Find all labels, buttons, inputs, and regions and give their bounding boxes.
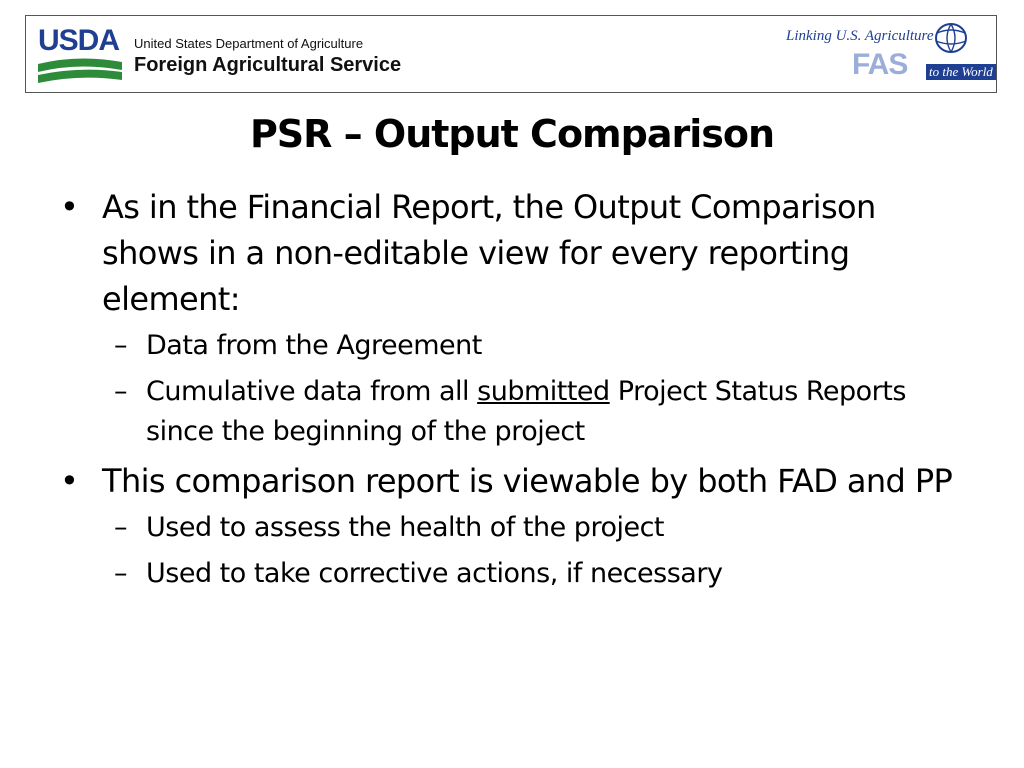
dash-icon: – [114,512,127,543]
bullet-item [60,184,960,322]
globe-icon [931,21,971,55]
bullet-icon: • [60,188,79,226]
usda-logo [38,26,122,84]
usda-swoosh-icon [38,56,122,84]
sub-bullet-text: Used to take corrective actions, if necessary [146,558,723,589]
sub-bullet-text: Used to assess the health of the project [146,512,665,543]
sub-bullet-text-post: Project Status Reports since the beginning of the project [146,376,906,447]
sub-bullet-text: Data from the Agreement [146,330,482,361]
underlined-word: submitted [477,376,610,407]
slide-title: PSR – Output Comparison [249,112,775,156]
bullet-item [60,458,960,504]
sub-bullet-text-pre: Cumulative data from all [146,376,478,407]
fas-tagline: Linking U.S. Agriculture [786,28,934,44]
bullet-text: As in the Financial Report, the Output Comparison shows in a non-editable view for every reporting element: [102,188,876,318]
bullet-icon: • [60,462,79,500]
sub-bullet-item [60,554,960,594]
dash-icon: – [114,376,127,407]
sub-bullet-item [60,326,960,366]
department-name: United States Department of Agriculture [134,36,364,51]
agency-name: Foreign Agricultural Service [134,54,402,76]
sub-bullet-item [60,508,960,548]
header-banner [25,15,997,93]
dash-icon: – [114,558,127,589]
slide-content [60,184,960,600]
fas-logo-text: FAS [852,48,908,81]
usda-logo-text: USDA [38,24,120,57]
sub-bullet-item [60,372,960,452]
bullet-text: This comparison report is viewable by both FAD and PP [102,462,953,500]
fas-world-text: to the World [926,64,996,80]
dash-icon: – [114,330,127,361]
